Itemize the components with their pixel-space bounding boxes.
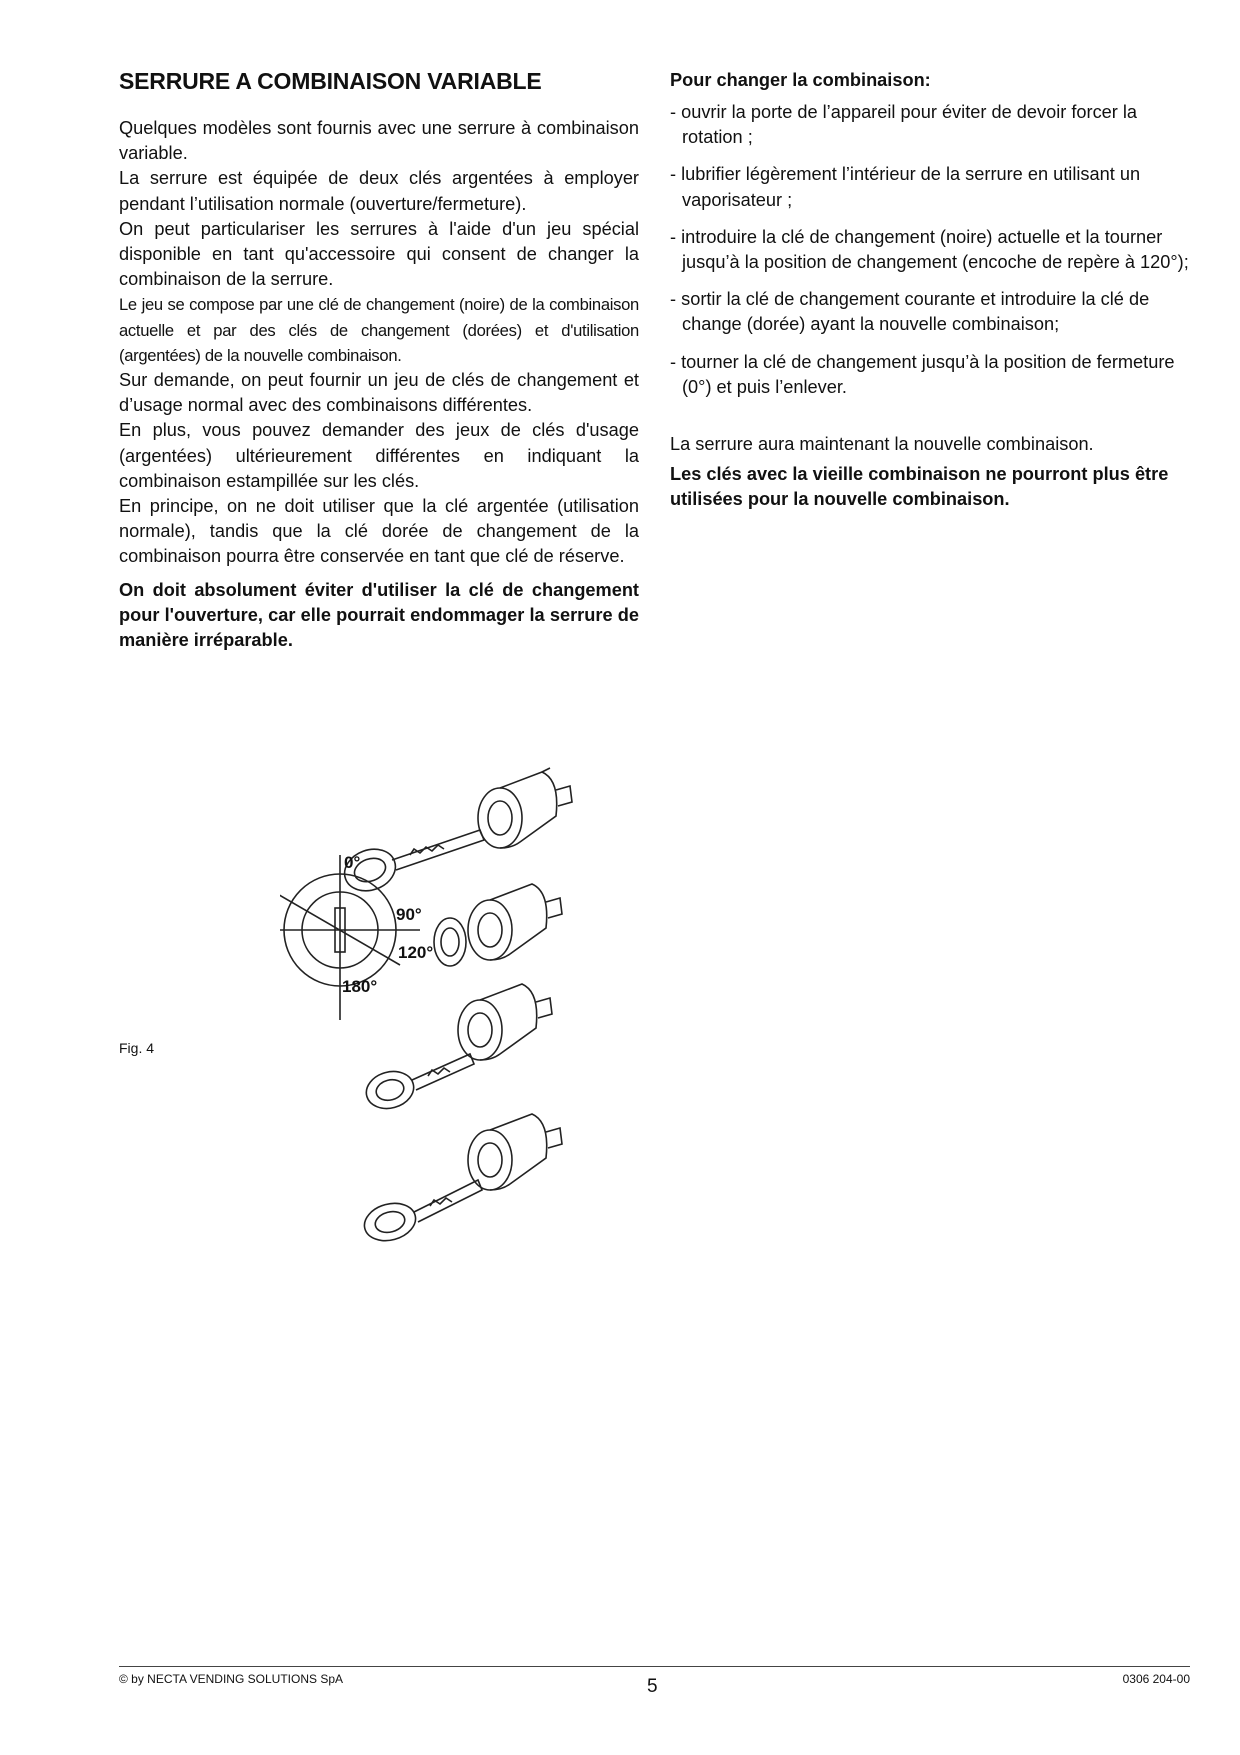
procedure-title: Pour changer la combinaison: bbox=[670, 70, 931, 90]
paragraph: En principe, on ne doit utiliser que la clé argentée (utilisation normale), tandis que la clé dorée de changement de la combinaison pourra être conservée en tant que clé de réserve. bbox=[119, 496, 639, 567]
angle-label-0: 0° bbox=[344, 853, 361, 872]
section-title: SERRURE A COMBINAISON VARIABLE bbox=[119, 68, 542, 94]
procedure-warning: Les clés avec la vieille combinaison ne pourront plus être utilisées pour la nouvelle combinaison. bbox=[670, 464, 1169, 510]
angle-label-180: 180° bbox=[342, 977, 378, 996]
footer-divider bbox=[119, 1666, 1190, 1667]
footer-copyright: © by NECTA VENDING SOLUTIONS SpA bbox=[119, 1672, 344, 1686]
step-item: - introduire la clé de changement (noire) actuelle et la tourner jusqu’à la position de changement (encoche de repère à 120°); bbox=[670, 226, 1189, 273]
step-item: - lubrifier légèrement l’intérieur de la serrure en utilisant un vaporisateur ; bbox=[670, 164, 1141, 210]
lock-figure bbox=[280, 760, 620, 1300]
paragraph: Quelques modèles sont fournis avec une serrure à combinaison variable. bbox=[119, 118, 639, 164]
paragraph: La serrure est équipée de deux clés argentées à employer pendant l’utilisation normale (ouverture/fermeture). bbox=[119, 168, 639, 214]
angle-label-120: 120° bbox=[398, 943, 434, 962]
document-code: 0306 204-00 bbox=[1122, 1672, 1190, 1686]
lock-cylinder-icon bbox=[478, 768, 572, 848]
paragraph: On peut particulariser les serrures à l'aide d'un jeu spécial disponible en tant qu'accessoire qui consent de changer la combinaison de la serrure. bbox=[119, 218, 639, 290]
procedure-steps bbox=[670, 100, 1192, 400]
lock-cylinder-icon bbox=[468, 1114, 562, 1190]
warning-text: On doit absolument éviter d'utiliser la clé de changement pour l'ouverture, car elle pourrait endommager la serrure de manière irréparable. bbox=[119, 579, 639, 651]
key-icon bbox=[339, 830, 484, 898]
key-icon bbox=[362, 1054, 474, 1114]
step-item: - ouvrir la porte de l’appareil pour éviter de devoir forcer la rotation ; bbox=[670, 102, 1138, 148]
angle-label-90: 90° bbox=[396, 905, 422, 924]
key-icon bbox=[434, 918, 466, 966]
lock-cylinder-icon bbox=[468, 884, 562, 960]
page-number: 5 bbox=[647, 1676, 658, 1697]
paragraph: Sur demande, on peut fournir un jeu de clés de changement et d’usage normal avec des combinaisons différentes. bbox=[119, 370, 639, 416]
figure-label: Fig. 4 bbox=[119, 1040, 155, 1056]
intro-text bbox=[119, 116, 639, 653]
procedure-note: La serrure aura maintenant la nouvelle combinaison. bbox=[670, 434, 1094, 454]
lock-cylinder-icon bbox=[458, 984, 552, 1060]
step-item: - sortir la clé de changement courante et introduire la clé de change (dorée) ayant la nouvelle combinaison; bbox=[670, 289, 1150, 335]
paragraph: En plus, vous pouvez demander des jeux de clés d'usage (argentées) ultérieurement différentes en indiquant la combinaison estampillée sur les clés. bbox=[119, 420, 639, 491]
key-icon bbox=[360, 1180, 482, 1246]
paragraph: Le jeu se compose par une clé de changement (noire) de la combinaison actuelle et par des clés de changement (dorées) et d'utilisation (argentées) de la nouvelle combinaison. bbox=[119, 295, 639, 365]
step-item: - tourner la clé de changement jusqu’à la position de fermeture (0°) et puis l’enlever. bbox=[670, 351, 1175, 397]
